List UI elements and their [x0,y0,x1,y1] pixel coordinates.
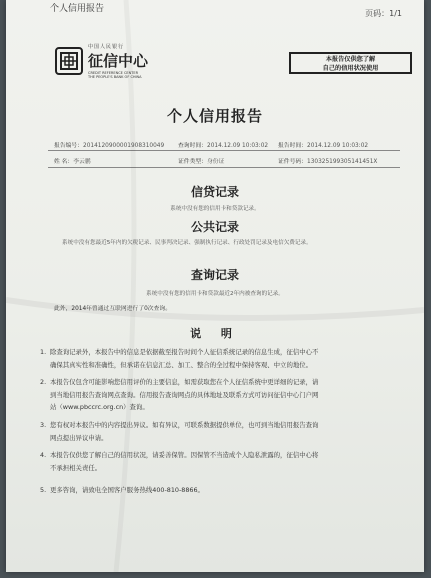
note-num: 5. [40,486,47,494]
note-line: 确保其真实性和准确性，但承诺在信息汇总、加工、整合的全过程中保持客观、中立的地位。 [50,360,313,369]
logo-small-line: 中国人民银行 [88,44,125,50]
report-title: 个人信用报告 [166,107,263,125]
note-item-3 [40,419,395,444]
public-section-text: 系统中没有您最近5年内的欠税记录、民事判决记录、强制执行记录、行政处罚记录及电信欠费记录。 [62,240,312,246]
meta-divider [48,150,400,151]
id-no-label: 证件号码： [278,159,307,165]
stamp-line1: 本报告仅供您了解 [325,56,376,63]
name-label: 姓 名： [54,159,74,165]
id-no-value: 130325199305141451X [307,159,378,165]
query-section-text: 系统中没有您的信用卡和贷款最近2年内被查询的记录。 [146,291,284,297]
report-no-label: 报告编号： [54,143,83,149]
note-item-2 [40,376,395,414]
note-num: 3. [40,421,47,429]
note-line: 到当地信用报告查询网点查询。信用报告查询网点的具体地址及联系方式可访问征信中心门户网 [50,390,319,399]
credit-section-title: 信贷记录 [190,185,239,199]
query-time-label: 查询时间： [178,143,207,149]
note-line: 本报告仅包含可能影响您信用评价的主要信息，如需获取您在个人征信系统中更详细的记录，请 [50,378,319,386]
note-num: 4. [40,451,47,459]
id-type-field [178,156,224,165]
usage-stamp [289,52,412,74]
id-type-value: 身份证 [207,159,225,165]
note-item-5 [40,484,395,497]
logo-en-line2: THE PEOPLE'S BANK OF CHINA [88,75,142,79]
name-field [54,156,91,165]
note-line: 更多咨询，请致电全国客户服务热线400-810-8866。 [50,486,204,494]
page-number: 页码：1/1 [365,9,402,18]
note-line: 本报告仅供您了解自己的信用状况，请妥善保管。因保管不当造成个人隐私泄露的，征信中心将 [50,451,319,459]
report-time-field [278,140,368,149]
meta-divider-2 [48,167,400,168]
note-line: 站（www.pbccrc.org.cn）查询。 [50,403,149,411]
note-line: 不承担相关责任。 [50,463,102,472]
report-no-value: 2014120900001908310049 [83,143,165,149]
note-line: 您有权对本报告中的内容提出异议。如有异议，可联系数据提供单位，也可到当地信用报告查询 [50,421,319,429]
note-item-4 [40,449,395,474]
report-sheet [6,0,424,572]
id-no-field [278,156,377,165]
note-line: 网点提出异议申请。 [50,433,108,442]
note-item-1 [40,346,395,371]
note-line: 除查询记录外，本报告中的信息是依据截至报告时间个人征信系统记录的信息生成，征信中心不 [50,348,319,356]
credit-center-logo [54,43,148,79]
query-section-title: 查询记录 [190,268,239,282]
report-no-field [54,140,164,149]
report-time-value: 2014.12.09 10:03:02 [307,143,369,149]
id-type-label: 证件类型： [178,159,207,165]
note-num: 2. [40,378,47,386]
note-num: 1. [40,348,47,356]
credit-section-text: 系统中没有您的信用卡和贷款记录。 [170,206,260,212]
query-time-value: 2014.12.09 10:03:02 [207,143,269,149]
query-time-field [178,140,268,149]
logo-name: 征信中心 [88,52,149,70]
report-time-label: 报告时间： [278,143,307,149]
logo-en-line1: CREDIT REFERENCE CENTER [88,71,139,75]
notes-title: 说 明 [190,327,240,340]
name-value: 李云鹏 [73,159,91,165]
public-section-title: 公共记录 [190,220,239,234]
logo-emblem-icon [54,46,84,76]
header-title: 个人信用报告 [50,4,105,14]
query-section-note: 此外，2014年曾通过互联网进行了0次查询。 [54,306,171,312]
stamp-line2: 自己的信用状况使用 [322,65,379,72]
